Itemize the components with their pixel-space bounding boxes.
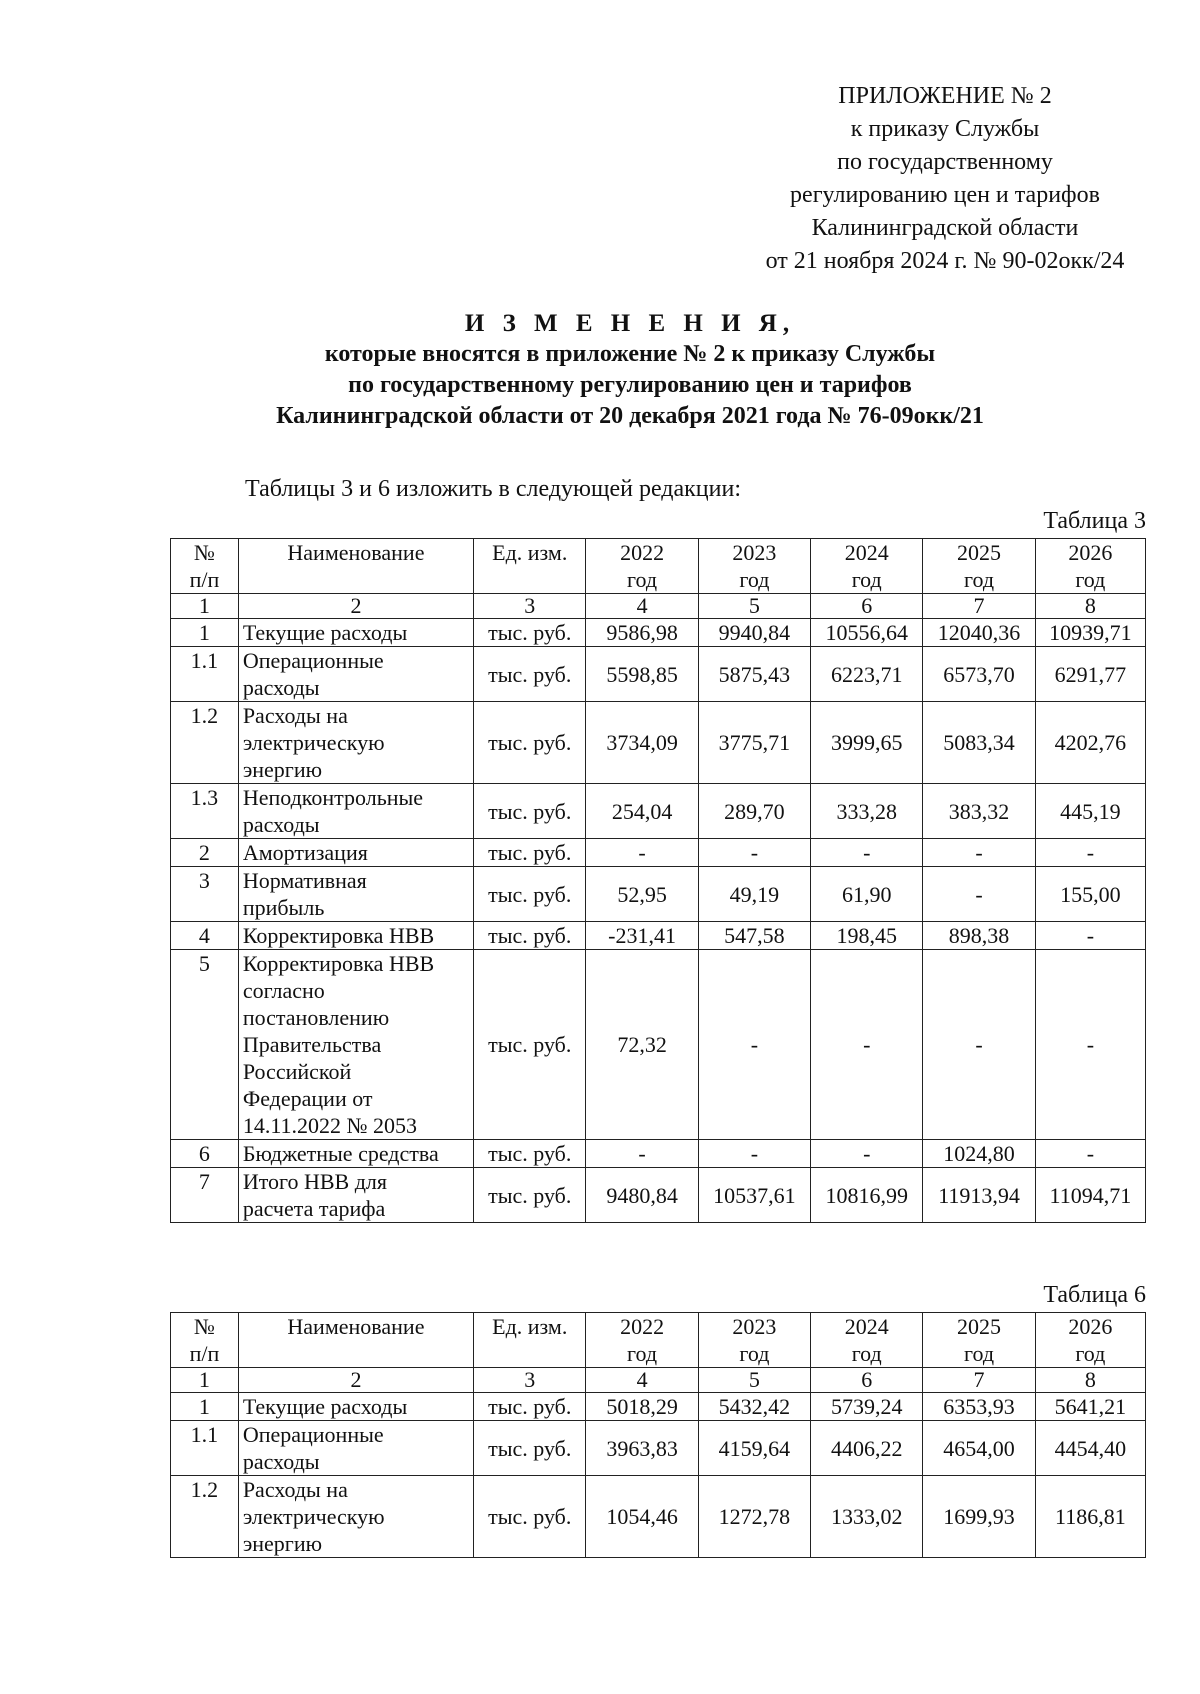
- row-value: 61,90: [811, 867, 923, 922]
- row-value: 547,58: [698, 922, 810, 950]
- document-title: И З М Е Н Е Н И Я,: [464, 310, 796, 337]
- row-value: -: [923, 867, 1035, 922]
- row-value: 6353,93: [923, 1393, 1035, 1421]
- column-index: 3: [474, 1368, 586, 1393]
- row-value: 289,70: [698, 784, 810, 839]
- appendix-line: от 21 ноября 2024 г. № 90-02окк/24: [765, 248, 1125, 274]
- row-value: 4159,64: [698, 1421, 810, 1476]
- row-value: 6573,70: [923, 647, 1035, 702]
- table-row: [171, 1421, 1146, 1476]
- row-value: -: [1035, 950, 1145, 1140]
- header-year: 2023 год: [698, 539, 810, 594]
- row-name-line: энергию: [242, 757, 323, 782]
- header-num: № п/п: [171, 539, 239, 594]
- header-unit: Ед. изм.: [474, 1313, 586, 1368]
- intro-text: Таблицы 3 и 6 изложить в следующей редакции:: [245, 476, 741, 502]
- row-value: 1699,93: [923, 1476, 1035, 1558]
- row-value: 3775,71: [698, 702, 810, 784]
- column-index: 2: [238, 594, 473, 619]
- header-num: № п/п: [171, 1313, 239, 1368]
- row-number: 1.3: [171, 784, 239, 839]
- row-name-line: Расходы на: [242, 703, 348, 728]
- row-name-line: Корректировка НВВ: [242, 923, 435, 948]
- row-number: 2: [171, 839, 239, 867]
- table-header-row: [171, 539, 1146, 594]
- row-name-line: Амортизация: [242, 840, 368, 865]
- row-value: 9480,84: [586, 1168, 698, 1223]
- row-value: -: [586, 1140, 698, 1168]
- row-name-line: расходы: [242, 1449, 320, 1474]
- column-index: 3: [474, 594, 586, 619]
- row-name-line: Нормативная: [242, 868, 367, 893]
- row-value: -: [1035, 1140, 1145, 1168]
- table-row: [171, 950, 1146, 1140]
- row-number: 4: [171, 922, 239, 950]
- row-name: [238, 1421, 473, 1476]
- row-value: 333,28: [811, 784, 923, 839]
- column-index: 8: [1035, 594, 1145, 619]
- row-value: 1054,46: [586, 1476, 698, 1558]
- row-name: [238, 950, 473, 1140]
- column-index: 6: [811, 1368, 923, 1393]
- row-number: 1.2: [171, 1476, 239, 1558]
- header-year: 2026 год: [1035, 539, 1145, 594]
- row-name: [238, 1168, 473, 1223]
- row-value: 10816,99: [811, 1168, 923, 1223]
- row-name: [238, 1393, 473, 1421]
- row-value: 254,04: [586, 784, 698, 839]
- row-value: 10556,64: [811, 619, 923, 647]
- row-number: 3: [171, 867, 239, 922]
- row-value: 898,38: [923, 922, 1035, 950]
- column-index: 7: [923, 594, 1035, 619]
- row-number: 1.1: [171, 1421, 239, 1476]
- row-unit: тыс. руб.: [474, 1421, 586, 1476]
- table-row: [171, 839, 1146, 867]
- row-unit: тыс. руб.: [474, 1140, 586, 1168]
- row-value: 3734,09: [586, 702, 698, 784]
- row-name: [238, 702, 473, 784]
- header-name: Наименование: [238, 539, 473, 594]
- row-value: 4406,22: [811, 1421, 923, 1476]
- appendix-header: [690, 80, 1200, 278]
- row-unit: тыс. руб.: [474, 867, 586, 922]
- row-unit: тыс. руб.: [474, 950, 586, 1140]
- table-6: [170, 1312, 1146, 1558]
- row-name-line: Корректировка НВВ: [242, 951, 435, 976]
- row-name-line: согласно: [242, 978, 325, 1003]
- row-name-line: Итого НВВ для: [242, 1169, 388, 1194]
- column-index: 4: [586, 1368, 698, 1393]
- row-value: 9586,98: [586, 619, 698, 647]
- column-index: 4: [586, 594, 698, 619]
- row-name: [238, 1476, 473, 1558]
- row-value: 49,19: [698, 867, 810, 922]
- row-unit: тыс. руб.: [474, 619, 586, 647]
- row-name: [238, 839, 473, 867]
- row-value: 5598,85: [586, 647, 698, 702]
- table-row: [171, 1476, 1146, 1558]
- heading-line: по государственному регулированию цен и тарифов: [348, 372, 912, 398]
- row-value: -: [698, 950, 810, 1140]
- row-name-line: Текущие расходы: [242, 1394, 408, 1419]
- row-value: 52,95: [586, 867, 698, 922]
- row-value: 3999,65: [811, 702, 923, 784]
- column-index: 7: [923, 1368, 1035, 1393]
- header-year: 2024 год: [811, 1313, 923, 1368]
- row-name-line: Правительства: [242, 1032, 382, 1057]
- row-number: 1: [171, 1393, 239, 1421]
- table-row: [171, 784, 1146, 839]
- row-unit: тыс. руб.: [474, 922, 586, 950]
- row-value: 10939,71: [1035, 619, 1145, 647]
- column-index: 5: [698, 1368, 810, 1393]
- row-unit: тыс. руб.: [474, 1393, 586, 1421]
- row-unit: тыс. руб.: [474, 647, 586, 702]
- heading-line: Калининградской области от 20 декабря 2021 года № 76-09окк/21: [276, 403, 984, 429]
- header-year: 2025 год: [923, 1313, 1035, 1368]
- header-year: 2022 год: [586, 1313, 698, 1368]
- row-unit: тыс. руб.: [474, 1476, 586, 1558]
- heading-line: которые вносятся в приложение № 2 к приказу Службы: [324, 341, 936, 367]
- row-name: [238, 1140, 473, 1168]
- appendix-line: ПРИЛОЖЕНИЕ № 2: [838, 83, 1052, 109]
- column-index: 1: [171, 1368, 239, 1393]
- row-name-line: постановлению: [242, 1005, 390, 1030]
- row-name-line: расчета тарифа: [242, 1196, 386, 1221]
- column-index: 2: [238, 1368, 473, 1393]
- row-name: [238, 922, 473, 950]
- row-value: -: [586, 839, 698, 867]
- row-name-line: Расходы на: [242, 1477, 348, 1502]
- row-name-line: Операционные: [242, 1422, 384, 1447]
- document-heading: [150, 308, 1110, 432]
- row-value: -: [923, 950, 1035, 1140]
- row-value: 5875,43: [698, 647, 810, 702]
- row-unit: тыс. руб.: [474, 702, 586, 784]
- row-name-line: электрическую: [242, 730, 385, 755]
- row-name-line: Текущие расходы: [242, 620, 408, 645]
- column-index-row: [171, 594, 1146, 619]
- column-index: 6: [811, 594, 923, 619]
- header-name: Наименование: [238, 1313, 473, 1368]
- column-index: 5: [698, 594, 810, 619]
- row-unit: тыс. руб.: [474, 784, 586, 839]
- row-name-line: расходы: [242, 675, 320, 700]
- row-value: 4202,76: [1035, 702, 1145, 784]
- row-value: 5432,42: [698, 1393, 810, 1421]
- row-name: [238, 867, 473, 922]
- row-value: -: [1035, 839, 1145, 867]
- table-row: [171, 922, 1146, 950]
- row-value: -: [923, 839, 1035, 867]
- row-value: 9940,84: [698, 619, 810, 647]
- row-value: 198,45: [811, 922, 923, 950]
- row-value: 6291,77: [1035, 647, 1145, 702]
- row-name-line: прибыль: [242, 895, 325, 920]
- row-value: 4454,40: [1035, 1421, 1145, 1476]
- appendix-line: регулированию цен и тарифов: [790, 182, 1100, 208]
- column-index: 1: [171, 594, 239, 619]
- table-row: [171, 1140, 1146, 1168]
- row-value: 5641,21: [1035, 1393, 1145, 1421]
- row-value: 10537,61: [698, 1168, 810, 1223]
- header-unit: Ед. изм.: [474, 539, 586, 594]
- row-value: 12040,36: [923, 619, 1035, 647]
- row-name: [238, 619, 473, 647]
- row-value: -: [698, 839, 810, 867]
- row-number: 7: [171, 1168, 239, 1223]
- table-row: [171, 702, 1146, 784]
- table-row: [171, 619, 1146, 647]
- row-value: 1272,78: [698, 1476, 810, 1558]
- header-year: 2026 год: [1035, 1313, 1145, 1368]
- row-name-line: Российской: [242, 1059, 352, 1084]
- row-name-line: Неподконтрольные: [242, 785, 424, 810]
- row-value: 1024,80: [923, 1140, 1035, 1168]
- row-name: [238, 647, 473, 702]
- row-number: 1: [171, 619, 239, 647]
- row-value: 6223,71: [811, 647, 923, 702]
- row-value: -231,41: [586, 922, 698, 950]
- appendix-line: по государственному: [837, 149, 1053, 175]
- row-value: 4654,00: [923, 1421, 1035, 1476]
- row-value: 5739,24: [811, 1393, 923, 1421]
- table-3-caption: Таблица 3: [1043, 508, 1146, 534]
- row-name-line: Федерации от: [242, 1086, 373, 1111]
- row-number: 1.1: [171, 647, 239, 702]
- row-number: 1.2: [171, 702, 239, 784]
- column-index-row: [171, 1368, 1146, 1393]
- row-value: 1186,81: [1035, 1476, 1145, 1558]
- row-number: 6: [171, 1140, 239, 1168]
- table-row: [171, 867, 1146, 922]
- row-name-line: электрическую: [242, 1504, 385, 1529]
- table-row: [171, 1168, 1146, 1223]
- row-value: 5083,34: [923, 702, 1035, 784]
- row-value: 72,32: [586, 950, 698, 1140]
- row-value: 11913,94: [923, 1168, 1035, 1223]
- row-value: 383,32: [923, 784, 1035, 839]
- row-value: 1333,02: [811, 1476, 923, 1558]
- row-value: -: [811, 1140, 923, 1168]
- row-name: [238, 784, 473, 839]
- row-value: 3963,83: [586, 1421, 698, 1476]
- header-year: 2025 год: [923, 539, 1035, 594]
- table-row: [171, 647, 1146, 702]
- row-name-line: 14.11.2022 № 2053: [242, 1113, 417, 1138]
- header-year: 2023 год: [698, 1313, 810, 1368]
- row-number: 5: [171, 950, 239, 1140]
- table-3: [170, 538, 1146, 1223]
- table-header-row: [171, 1313, 1146, 1368]
- appendix-line: Калининградской области: [811, 215, 1079, 241]
- row-value: 445,19: [1035, 784, 1145, 839]
- table-row: [171, 1393, 1146, 1421]
- table-6-caption: Таблица 6: [1043, 1282, 1146, 1308]
- row-value: 5018,29: [586, 1393, 698, 1421]
- row-name-line: энергию: [242, 1531, 323, 1556]
- column-index: 8: [1035, 1368, 1145, 1393]
- row-value: -: [811, 950, 923, 1140]
- row-value: -: [811, 839, 923, 867]
- header-year: 2022 год: [586, 539, 698, 594]
- row-name-line: Операционные: [242, 648, 384, 673]
- row-value: 11094,71: [1035, 1168, 1145, 1223]
- appendix-line: к приказу Службы: [850, 116, 1040, 142]
- row-value: -: [1035, 922, 1145, 950]
- row-value: -: [698, 1140, 810, 1168]
- row-unit: тыс. руб.: [474, 839, 586, 867]
- row-value: 155,00: [1035, 867, 1145, 922]
- row-name-line: Бюджетные средства: [242, 1141, 439, 1166]
- header-year: 2024 год: [811, 539, 923, 594]
- row-unit: тыс. руб.: [474, 1168, 586, 1223]
- row-name-line: расходы: [242, 812, 320, 837]
